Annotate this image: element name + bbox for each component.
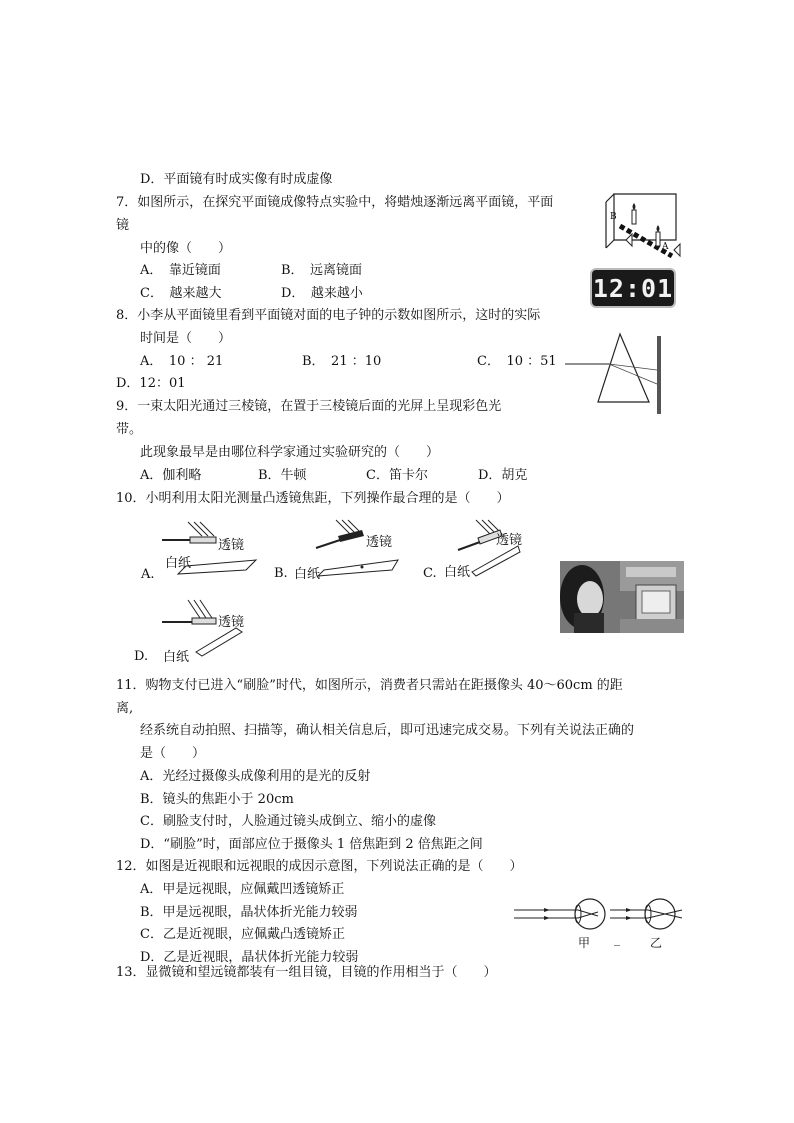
q10-c-paper-label: 白纸 bbox=[444, 565, 471, 580]
q10-stem: 10．小明利用太阳光测量凸透镜焦距，下列操作最合理的是（ ） bbox=[116, 491, 510, 506]
q7-figure-label-b: B bbox=[610, 212, 617, 222]
q12-option-c: C．乙是近视眼，应佩戴凸透镜矫正 bbox=[140, 927, 345, 942]
q10-a-paper-label: 白纸 bbox=[165, 556, 192, 571]
q9-stem: 9．一束太阳光通过三棱镜，在置于三棱镜后面的光屏上呈现彩色光 bbox=[116, 399, 502, 414]
q7-figure-label-a: A bbox=[662, 242, 669, 252]
q9-option-b: B．牛顿 bbox=[258, 468, 307, 483]
q9-stem-2: 此现象最早是由哪位科学家通过实验研究的（ ） bbox=[140, 445, 440, 460]
q9-option-d: D．胡克 bbox=[478, 468, 528, 483]
q10-d-paper-label: 白纸 bbox=[163, 650, 190, 665]
q11-stem-2: 经系统自动拍照、扫描等，确认相关信息后，即可迅速完成交易。下列有关说法正确的 bbox=[140, 723, 635, 738]
q7-option-d: D． 越来越小 bbox=[281, 286, 363, 301]
face-scan-scene-image bbox=[560, 561, 684, 633]
q8-stem-2: 时间是（ ） bbox=[140, 331, 232, 346]
q11-option-c: C．刷脸支付时，人脸通过镜头成倒立、缩小的虚像 bbox=[140, 814, 436, 829]
q10-c-lens-label: 透镜 bbox=[496, 533, 523, 548]
q7-stem-2: 中的像（ ） bbox=[140, 241, 232, 256]
q7-option-a: A． 靠近镜面 bbox=[140, 263, 221, 278]
q7-stem-wrap: 镜 bbox=[116, 218, 130, 233]
q7-mirror-candle-figure bbox=[600, 190, 690, 260]
q8-stem: 8．小李从平面镜里看到平面镜对面的电子钟的示数如图所示，这时的实际 bbox=[116, 308, 541, 323]
q11-stem-3: 是（ ） bbox=[140, 746, 206, 761]
q11-stem-wrap: 离, bbox=[116, 701, 134, 716]
q12-option-a: A．甲是远视眼，应佩戴凹透镜矫正 bbox=[140, 882, 345, 897]
q8-option-b: B． 21 ：10 bbox=[302, 354, 382, 369]
q9-stem-wrap: 带。 bbox=[116, 422, 143, 437]
q9-option-c: C．笛卡尔 bbox=[366, 468, 428, 483]
q12-figure-label-yi: 乙 bbox=[650, 936, 663, 950]
q10-d-lens-label: 透镜 bbox=[218, 615, 245, 630]
q10-figure-b bbox=[310, 518, 410, 582]
q8-option-d: D．12：01 bbox=[116, 376, 186, 391]
q7-option-b: B． 远离镜面 bbox=[281, 263, 363, 278]
q10-a-lens-label: 透镜 bbox=[218, 538, 245, 553]
q8-option-a: A． 10 ： 21 bbox=[140, 354, 224, 369]
q12-figure-separator: _ bbox=[614, 932, 620, 946]
q11-option-d: D．“刷脸”时，面部应位于摄像头 1 倍焦距到 2 倍焦距之间 bbox=[140, 837, 483, 852]
q11-option-a: A．光经过摄像头成像利用的是光的反射 bbox=[140, 769, 371, 784]
clock-display: 12:01 bbox=[592, 274, 674, 303]
q11-stem: 11．购物支付已进入“刷脸”时代，如图所示，消费者只需站在距摄像头 40～60cm 的距 bbox=[116, 678, 623, 693]
q12-stem: 12．如图是近视眼和远视眼的成因示意图，下列说法正确的是（ ） bbox=[116, 859, 523, 874]
q8-digital-clock-figure bbox=[590, 268, 676, 308]
q9-prism-figure bbox=[565, 330, 675, 416]
q7-stem: 7．如图所示，在探究平面镜成像特点实验中，将蜡烛逐渐远离平面镜，平面 bbox=[116, 195, 554, 210]
q6-option-d: D．平面镜有时成实像有时成虚像 bbox=[140, 172, 333, 187]
q8-option-c: C． 10 ：51 bbox=[477, 354, 557, 369]
q10-option-d-label: D. bbox=[134, 649, 149, 664]
q10-option-c-label: C. bbox=[423, 566, 437, 581]
q12-figure-label-jia: 甲 bbox=[578, 936, 591, 950]
q10-b-lens-label: 透镜 bbox=[366, 535, 393, 550]
q7-option-c: C． 越来越大 bbox=[140, 286, 222, 301]
q10-b-paper-label: 白纸 bbox=[294, 567, 321, 582]
q12-eye-diagram-figure bbox=[510, 896, 690, 936]
q12-option-d: D．乙是近视眼，晶状体折光能力较弱 bbox=[140, 950, 359, 965]
q10-option-a-label: A. bbox=[141, 567, 155, 582]
q12-option-b: B．甲是远视眼，晶状体折光能力较弱 bbox=[140, 905, 358, 920]
q13-stem: 13．显微镜和望远镜都装有一组目镜，目镜的作用相当于（ ） bbox=[116, 965, 497, 980]
q11-face-payment-photo bbox=[560, 561, 684, 633]
q10-option-b-label: B. bbox=[274, 566, 288, 581]
q11-option-b: B．镜头的焦距小于 20cm bbox=[140, 792, 294, 807]
q9-option-a: A．伽利略 bbox=[140, 468, 202, 483]
